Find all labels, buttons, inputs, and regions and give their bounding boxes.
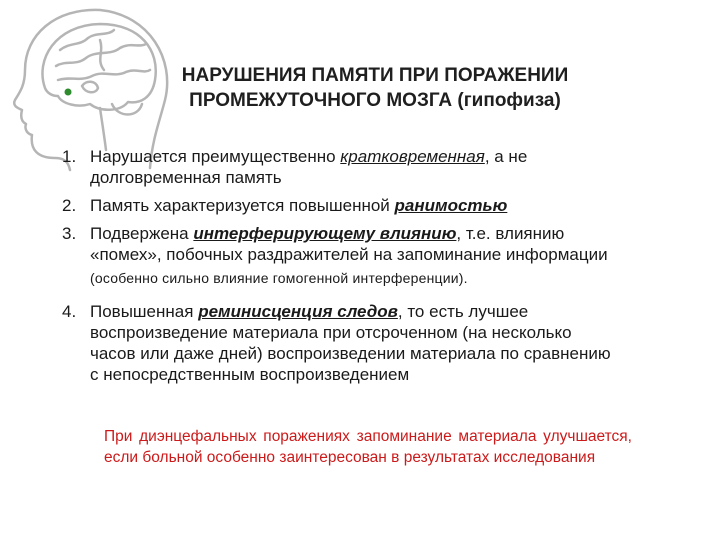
list-item: 4. Повышенная реминисценция следов, то есть лучшее воспроизведение материала при отсроченном (на несколько часов или даже дней) воспроизведении материала по сравнению с непосредственным воспроизведением <box>62 302 611 384</box>
page-title <box>140 63 610 113</box>
emphasis-text: интерферирующему влиянию <box>193 224 457 243</box>
list-item: 2. Память характеризуется повышенной ранимостью <box>62 196 508 215</box>
list-item: 1. Нарушается преимущественно кратковременная, а не долговременная память <box>62 147 528 187</box>
emphasis-text: кратковременная <box>340 147 485 166</box>
pituitary-marker-icon <box>65 89 72 96</box>
memory-disorders-list <box>62 146 682 392</box>
title-line-1: НАРУШЕНИЯ ПАМЯТИ ПРИ ПОРАЖЕНИИ <box>181 65 569 86</box>
item-number: 2. <box>62 196 77 215</box>
title-line-2: ПРОМЕЖУТОЧНОГО МОЗГА (гипофиза) <box>189 90 561 111</box>
list-item: 3. Подвержена интерферирующему влиянию, т.е. влиянию «помех», побочных раздражителей на запоминание информации (особенно сильно влияние гомогенной интерференции). <box>62 224 608 286</box>
item-number: 4. <box>62 302 77 321</box>
item-number: 1. <box>62 147 77 166</box>
emphasis-text: ранимостью <box>394 196 508 215</box>
emphasis-text: реминисценция следов <box>198 302 398 321</box>
item-number: 3. <box>62 224 77 243</box>
red-note: При диэнцефальных поражениях запоминание материала улучшается, если больной особенно заинтересован в результатах исследования <box>104 428 632 466</box>
